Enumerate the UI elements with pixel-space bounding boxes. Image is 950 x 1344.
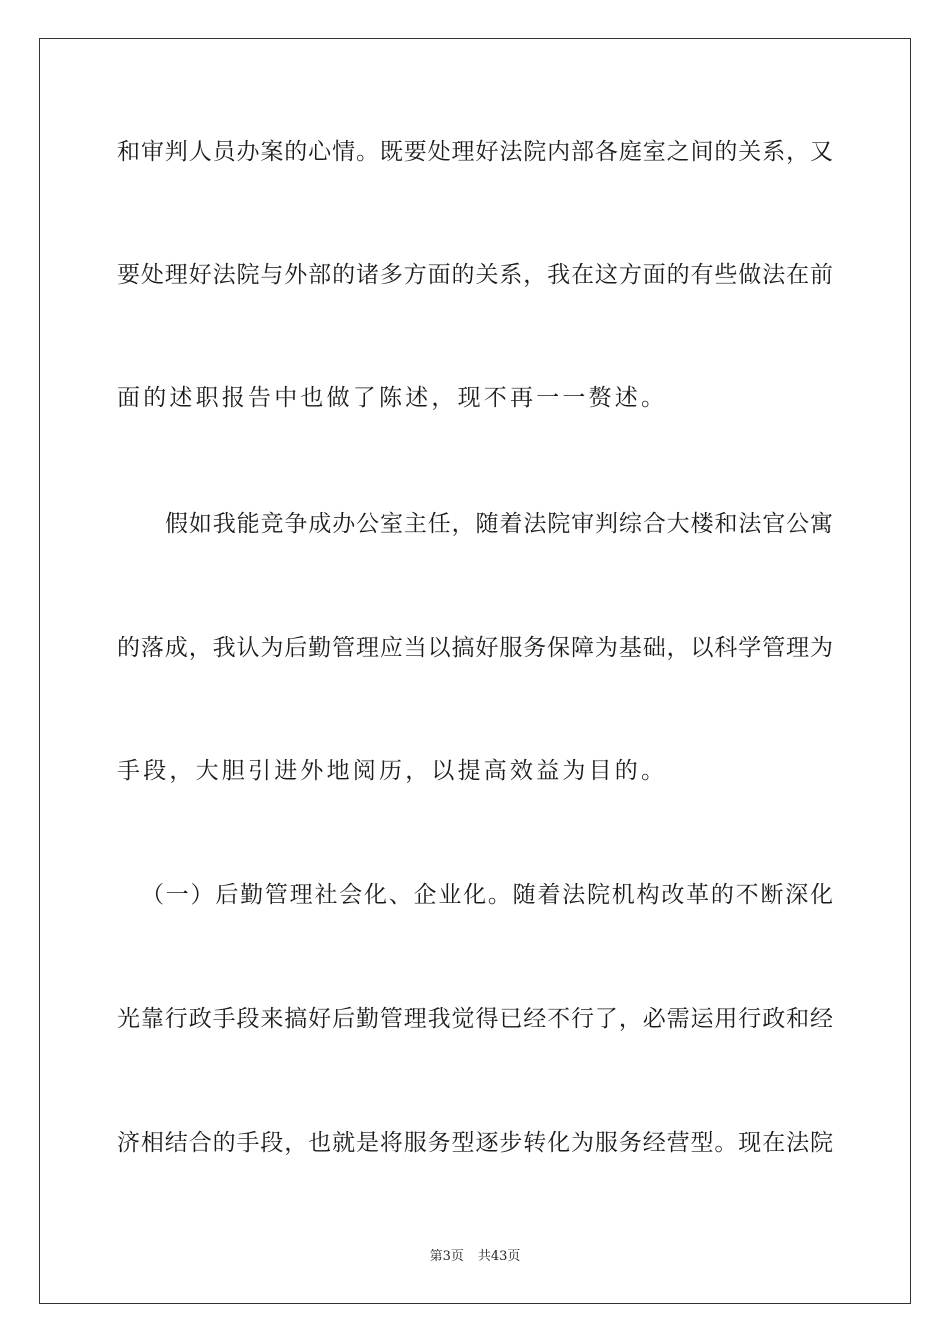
total-pages: 共43页 bbox=[477, 1249, 521, 1264]
text-line-1: 和审判人员办案的心情。既要处理好法院内部各庭室之间的关系，又 bbox=[117, 139, 833, 165]
text-line-8: 光靠行政手段来搞好后勤管理我觉得已经不行了，必需运用行政和经 bbox=[117, 1006, 833, 1032]
text-line-4: 假如我能竞争成办公室主任，随着法院审判综合大楼和法官公寓 bbox=[165, 511, 833, 537]
page-footer bbox=[0, 1248, 950, 1266]
text-line-5: 的落成，我认为后勤管理应当以搞好服务保障为基础，以科学管理为 bbox=[117, 635, 833, 661]
page-number: 第3页 bbox=[429, 1249, 464, 1264]
text-line-9: 济相结合的手段，也就是将服务型逐步转化为服务经营型。现在法院 bbox=[117, 1130, 833, 1156]
page-border bbox=[39, 38, 911, 1304]
text-line-6: 手段，大胆引进外地阅历，以提高效益为目的。 bbox=[117, 758, 668, 784]
text-line-3: 面的述职报告中也做了陈述，现不再一一赘述。 bbox=[117, 385, 668, 411]
text-line-2: 要处理好法院与外部的诸多方面的关系，我在这方面的有些做法在前 bbox=[117, 262, 833, 288]
text-line-7: （一）后勤管理社会化、企业化。随着法院机构改革的不断深化 bbox=[141, 882, 833, 908]
